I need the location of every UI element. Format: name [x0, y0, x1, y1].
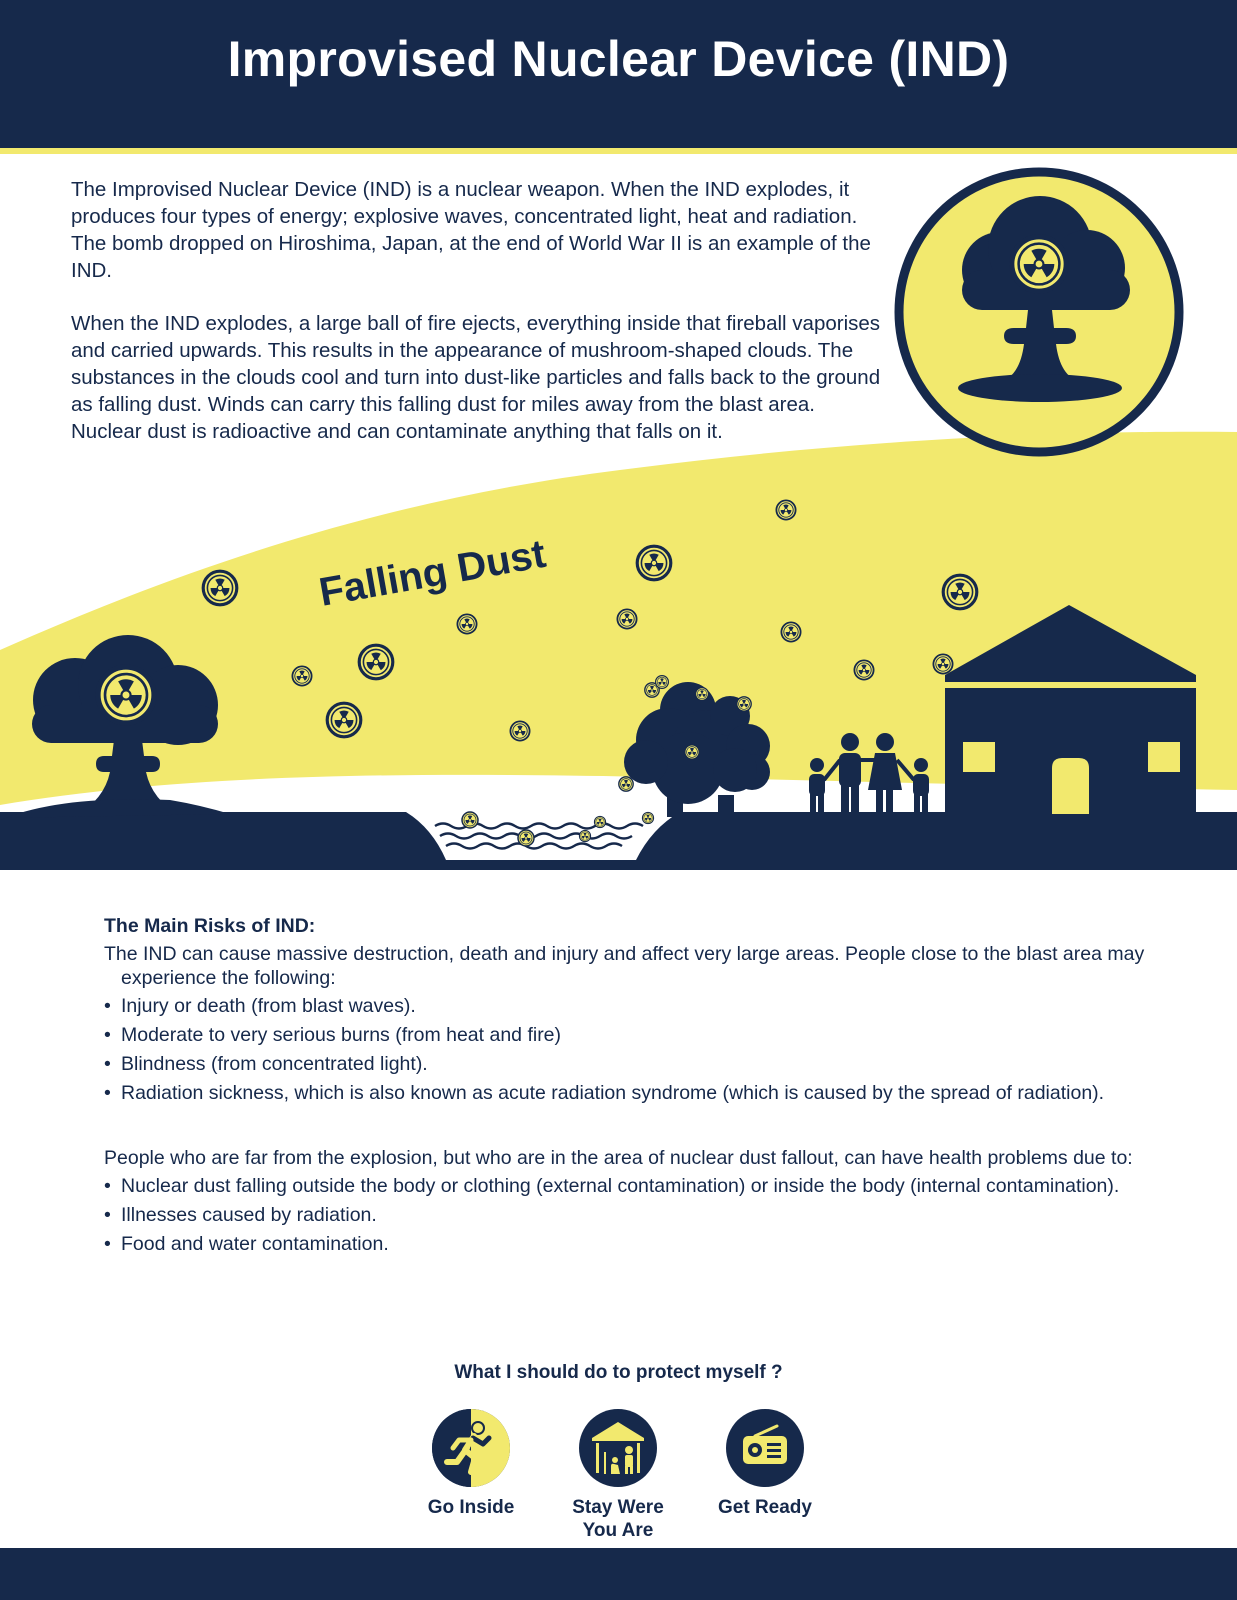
list-item: • Radiation sickness, which is also known as acute radiation syndrome (which is caused by the spread of radiation).	[104, 1081, 1184, 1105]
list-item: • Illnesses caused by radiation.	[104, 1203, 1184, 1227]
footer-bar	[0, 1548, 1237, 1600]
list-item: • Moderate to very serious burns (from heat and fire)	[104, 1023, 1184, 1047]
intro-paragraph-1: The Improvised Nuclear Device (IND) is a nuclear weapon. When the IND explodes, it produces four types of energy; explosive waves, concentrated light, heat and radiation. The bomb dropped on Hiroshima, Japan, at the end of World War II is an example of the IND.	[71, 178, 871, 282]
mushroom-cloud-emblem-icon	[899, 172, 1179, 452]
header-banner	[0, 0, 1237, 154]
protect-title: What I should do to protect myself ?	[454, 1362, 783, 1383]
list-item: • Blindness (from concentrated light).	[104, 1052, 1184, 1076]
risks-intro: The IND can cause massive destruction, death and injury and affect very large areas. People close to the blast area may experience the following:	[104, 943, 1145, 989]
stay-where-you-are-label: Stay Were You Are	[572, 1497, 664, 1541]
radio-icon	[725, 1408, 805, 1488]
intro-paragraph-2: When the IND explodes, a large ball of fire ejects, everything inside that fireball vaporises and carried upwards. This results in the appearance of mushroom-shaped clouds. The substances in the clouds cool and turn into dust-like particles and falls back to the ground as falling dust. Winds can carry this falling dust for miles away from the blast area. Nuclear dust is radioactive and can contaminate anything that falls on it.	[71, 312, 881, 443]
close-risks-list	[104, 994, 1184, 1105]
stay-where-you-are-action	[543, 1408, 693, 1542]
list-item: • Injury or death (from blast waves).	[104, 994, 1184, 1018]
falling-dust-label: Falling Dust	[315, 531, 549, 615]
risks-heading: The Main Risks of IND:	[104, 915, 316, 937]
far-risks-intro: People who are far from the explosion, but who are in the area of nuclear dust fallout, can have health problems due to:	[104, 1147, 1133, 1169]
running-person-icon	[431, 1408, 511, 1488]
section-spacer	[104, 1110, 1184, 1146]
list-item: • Nuclear dust falling outside the body or clothing (external contamination) or inside the body (internal contamination).	[104, 1174, 1184, 1198]
risks-section	[104, 914, 1184, 1261]
falling-dust-illustration	[0, 150, 1237, 890]
go-inside-action	[396, 1408, 546, 1519]
get-ready-action	[690, 1408, 840, 1519]
get-ready-label: Get Ready	[718, 1497, 812, 1518]
page-title: Improvised Nuclear Device (IND)	[227, 31, 1010, 87]
far-risks-list	[104, 1174, 1184, 1256]
go-inside-label: Go Inside	[427, 1497, 515, 1518]
list-item: • Food and water contamination.	[104, 1232, 1184, 1256]
shelter-family-icon	[578, 1408, 658, 1488]
